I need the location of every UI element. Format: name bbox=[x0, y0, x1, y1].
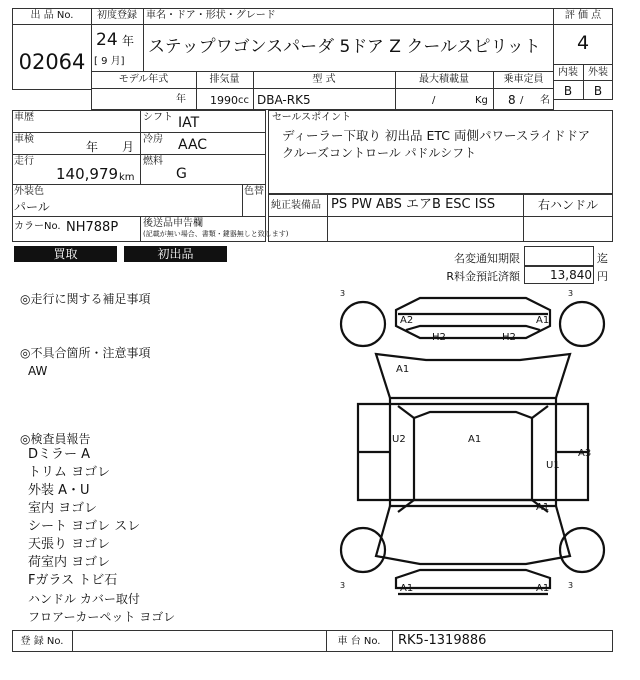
recycle-fee-value: 13,840 bbox=[550, 268, 592, 282]
capacity-unit: 名 bbox=[540, 95, 550, 106]
registration-month: [ 9 月] bbox=[94, 56, 125, 67]
displacement-label: 排気量 bbox=[209, 74, 240, 85]
interior-grade-label: 内装 bbox=[558, 67, 578, 78]
diagram-corner-br: 3 bbox=[568, 581, 574, 590]
vehicle-type: DBA-RK5 bbox=[257, 93, 311, 107]
capacity-slash: / bbox=[520, 95, 524, 106]
report-item: シート ヨゴレ スレ bbox=[28, 519, 141, 534]
damage-mark-a1-rear-bumper-r: A1 bbox=[536, 583, 550, 594]
report-item: フロアーカーペット ヨゴレ bbox=[28, 610, 176, 624]
after-parts-note: (記載が無い場合、書類・鍵器無しと致します) bbox=[143, 230, 289, 238]
shift-value: IAT bbox=[178, 115, 200, 131]
mileage-unit: km bbox=[119, 172, 135, 183]
color-change-label: 色替 bbox=[244, 186, 264, 197]
displacement-unit: cc bbox=[238, 95, 249, 106]
footer-box bbox=[12, 630, 613, 652]
inspection-month-unit: 月 bbox=[122, 140, 135, 154]
color-number: NH788P bbox=[66, 220, 119, 235]
inspection-year-unit: 年 bbox=[86, 140, 99, 154]
name-change-deadline-unit: 迄 bbox=[597, 252, 608, 265]
damage-diagram bbox=[338, 286, 614, 628]
car-name: ステップワゴンスパーダ 5ドア Z クールスピリット bbox=[148, 37, 541, 57]
equipment-items: PS PW ABS エアB ESC ISS bbox=[331, 197, 496, 212]
shift-label: シフト bbox=[143, 112, 173, 123]
exterior-color-value: パール bbox=[14, 200, 50, 214]
chassis-number: RK5-1319886 bbox=[398, 633, 487, 648]
sales-point-line1: ディーラー下取り 初出品 ETC 両側パワースライドドア bbox=[282, 128, 591, 143]
name-change-deadline-label: 名変通知期限 bbox=[454, 252, 520, 265]
chassis-number-label: 車 台 No. bbox=[337, 636, 381, 647]
exterior-grade: B bbox=[593, 84, 603, 98]
report-item: ハンドル カバー取付 bbox=[28, 592, 140, 606]
first-listing-button[interactable]: 初出品 bbox=[124, 246, 227, 262]
report-item: トリム ヨゴレ bbox=[28, 465, 111, 480]
report-item: Fガラス トビ石 bbox=[28, 573, 118, 588]
damage-mark-a1-hood: A1 bbox=[396, 364, 410, 375]
history-label: 車歴 bbox=[14, 112, 34, 123]
capacity-label: 乗車定員 bbox=[503, 74, 544, 85]
report-item: 天張り ヨゴレ bbox=[28, 537, 111, 552]
driving-notes-label: ◎走行に関する補足事項 bbox=[20, 292, 151, 306]
wheel-front-right bbox=[560, 302, 604, 346]
model-description-label: 車名・ドア・形状・グレード bbox=[146, 10, 276, 21]
report-item: Dミラー A bbox=[28, 447, 91, 462]
registration-year: 24 bbox=[96, 30, 118, 50]
inspection-label: 車検 bbox=[14, 134, 34, 145]
damage-mark-a1-front: A1 bbox=[536, 315, 550, 326]
wheel-front-left bbox=[341, 302, 385, 346]
recycle-fee-unit: 円 bbox=[597, 270, 608, 283]
report-item: 荷室内 ヨゴレ bbox=[28, 555, 111, 570]
recycle-fee-label: R料金預託済額 bbox=[446, 270, 520, 283]
buy-button[interactable]: 買取 bbox=[14, 246, 117, 262]
damage-mark-u2: U2 bbox=[392, 434, 406, 445]
max-load-slash: / bbox=[432, 95, 436, 106]
interior-grade: B bbox=[563, 84, 573, 98]
damage-mark-u1: U1 bbox=[546, 460, 560, 471]
defects-label: ◎不具合箇所・注意事項 bbox=[20, 346, 151, 360]
fuel-label: 燃料 bbox=[143, 156, 163, 167]
damage-mark-a3: A3 bbox=[578, 448, 592, 459]
damage-mark-h2-right: H2 bbox=[502, 332, 516, 343]
capacity: 8 bbox=[508, 93, 516, 107]
displacement: 1990 bbox=[210, 94, 238, 107]
lot-number-label: 出 品 No. bbox=[30, 10, 74, 21]
registration-year-unit: 年 bbox=[122, 34, 135, 48]
color-number-label: カラーNo. bbox=[14, 221, 61, 232]
damage-mark-a2: A2 bbox=[400, 315, 414, 326]
overall-score: 4 bbox=[576, 32, 590, 54]
mileage-label: 走行 bbox=[14, 156, 34, 167]
mileage-value: 140,979 bbox=[56, 165, 119, 183]
name-change-deadline-field bbox=[524, 246, 594, 266]
registration-number-label: 登 録 No. bbox=[20, 636, 64, 647]
ac-value: AAC bbox=[178, 137, 208, 153]
model-year-label: モデル年式 bbox=[118, 74, 169, 85]
damage-mark-h2-left: H2 bbox=[432, 332, 446, 343]
score-label: 評 価 点 bbox=[564, 10, 602, 21]
defects-value: AW bbox=[28, 364, 48, 378]
diagram-corner-bl: 3 bbox=[340, 581, 346, 590]
max-load-unit: Kg bbox=[475, 95, 488, 106]
damage-mark-a1-roof: A1 bbox=[468, 434, 482, 445]
damage-mark-a1-rear-bumper-l: A1 bbox=[400, 583, 414, 594]
fuel-value: G bbox=[176, 166, 187, 182]
damage-mark-a1-rear: A1 bbox=[536, 502, 550, 513]
type-label: 型 式 bbox=[312, 74, 336, 85]
exterior-color-label: 外装色 bbox=[14, 186, 44, 197]
max-load-label: 最大積載量 bbox=[419, 74, 469, 85]
equipment-label: 純正装備品 bbox=[271, 200, 321, 211]
steering-side: 右ハンドル bbox=[537, 198, 598, 212]
diagram-corner-tl: 3 bbox=[340, 289, 346, 298]
sales-point-line2: クルーズコントロール パドルシフト bbox=[282, 146, 477, 160]
after-parts-label: 後送品申告欄 bbox=[143, 218, 203, 229]
lot-number: 02064 bbox=[18, 50, 86, 74]
model-year-unit: 年 bbox=[176, 94, 186, 105]
wheel-rear-right bbox=[560, 528, 604, 572]
inspector-report-label: ◎検査員報告 bbox=[20, 432, 91, 446]
ac-label: 冷房 bbox=[143, 134, 163, 145]
exterior-grade-label: 外装 bbox=[588, 67, 608, 78]
sales-point-label: セールスポイント bbox=[272, 112, 352, 123]
diagram-corner-tr: 3 bbox=[568, 289, 574, 298]
report-item: 外装 A・U bbox=[28, 483, 90, 498]
report-item: 室内 ヨゴレ bbox=[28, 501, 98, 516]
first-registration-label: 初度登録 bbox=[97, 10, 137, 21]
